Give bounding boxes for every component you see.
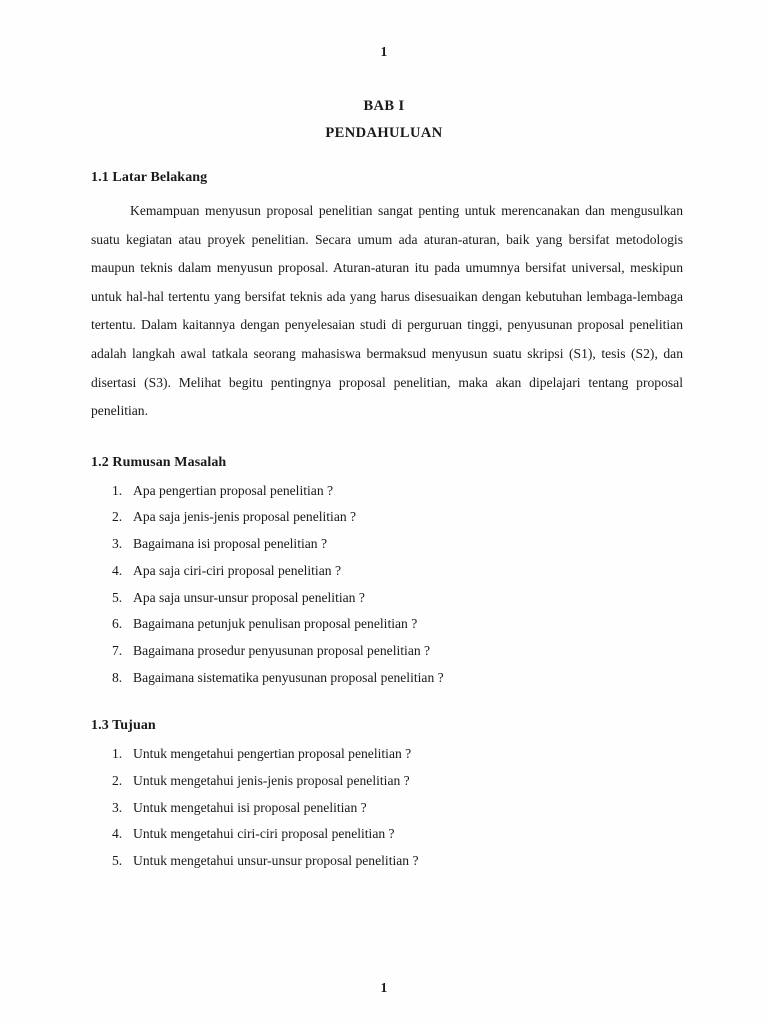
list-item [91, 504, 683, 531]
list-item-label: Untuk mengetahui pengertian proposal penelitian ? [133, 746, 412, 762]
list-item [91, 795, 683, 822]
list-item [91, 848, 683, 875]
list-item-marker: 6. [112, 616, 123, 632]
section-heading-rumusan-masalah: 1.2 Rumusan Masalah [91, 454, 227, 470]
list-item-marker: 5. [112, 853, 123, 869]
header-page-number: 1 [380, 44, 388, 59]
list-item-label: Bagaimana prosedur penyusunan proposal penelitian ? [133, 642, 431, 658]
list-item-label: Apa saja ciri-ciri proposal penelitian ? [133, 562, 341, 578]
list-item-marker: 5. [112, 589, 123, 605]
list-item-marker: 4. [112, 562, 123, 578]
section-rumusan-masalah [91, 453, 683, 692]
list-item [91, 638, 683, 665]
list-item [91, 741, 683, 768]
chapter-title: PENDAHULUAN [325, 125, 443, 141]
footer-page-number: 1 [380, 980, 388, 995]
spacer [91, 426, 683, 453]
list-item [91, 531, 683, 558]
paragraph-latar-belakang: Kemampuan menyusun proposal penelitian sangat penting untuk merencanakan dan mengusulkan suatu kegiatan atau proyek penelitian. Secara umum ada aturan-aturan, baik yang bersifat metodologis maupun teknis dalam menyusun proposal. Aturan-aturan itu pada umumnya bersifat universal, meskipun untuk hal-hal tertentu yang bersifat teknis ada yang harus disesuaikan dengan kebutuhan lembaga-lembaga tertentu. Dalam kaitannya dengan penyelesaian studi di perguruan tinggi, penyusunan proposal penelitian adalah langkah awal tatkala seorang mahasiswa bermaksud menyusun suatu skripsi (S1), tesis (S2), dan disertasi (S3). Melihat begitu pentingnya proposal penelitian, maka akan dipelajari tentang proposal penelitian. [91, 203, 683, 419]
list-item-marker: 3. [112, 536, 123, 552]
list-item [91, 558, 683, 585]
section-latar-belakang [91, 168, 683, 426]
list-item [91, 585, 683, 612]
spacer [91, 188, 683, 197]
list-item-label: Bagaimana petunjuk penulisan proposal penelitian ? [133, 616, 418, 632]
list-item [91, 768, 683, 795]
list-item-label: Bagaimana sistematika penyusunan proposal penelitian ? [133, 669, 444, 685]
list-item-label: Apa saja unsur-unsur proposal penelitian ? [133, 589, 365, 605]
list-item-marker: 8. [112, 669, 123, 685]
list-item [91, 611, 683, 638]
list-item-marker: 7. [112, 642, 123, 658]
list-item-label: Untuk mengetahui unsur-unsur proposal penelitian ? [133, 853, 419, 869]
section-heading-latar-belakang: 1.1 Latar Belakang [91, 170, 208, 185]
list-item-label: Untuk mengetahui jenis-jenis proposal penelitian ? [133, 773, 410, 789]
list-item-label: Untuk mengetahui ciri-ciri proposal penelitian ? [133, 826, 395, 842]
list-rumusan-masalah [91, 478, 683, 692]
list-item-marker: 3. [112, 799, 123, 815]
list-item [91, 478, 683, 505]
list-item-marker: 4. [112, 826, 123, 842]
list-item [91, 665, 683, 692]
section-heading-tujuan: 1.3 Tujuan [91, 718, 156, 734]
list-item [91, 821, 683, 848]
spacer [91, 691, 683, 716]
list-tujuan [91, 741, 683, 875]
chapter-title-block [0, 93, 768, 147]
list-item-label: Apa saja jenis-jenis proposal penelitian ? [133, 509, 357, 525]
list-item-marker: 2. [112, 773, 123, 789]
list-item-marker: 1. [112, 482, 123, 498]
list-item-marker: 1. [112, 746, 123, 762]
list-item-marker: 2. [112, 509, 123, 525]
list-item-label: Bagaimana isi proposal penelitian ? [133, 536, 328, 552]
document-body [91, 168, 683, 875]
section-tujuan [91, 716, 683, 875]
list-item-label: Apa pengertian proposal penelitian ? [133, 482, 334, 498]
list-item-label: Untuk mengetahui isi proposal penelitian ? [133, 799, 367, 815]
chapter-label: BAB I [363, 98, 405, 114]
